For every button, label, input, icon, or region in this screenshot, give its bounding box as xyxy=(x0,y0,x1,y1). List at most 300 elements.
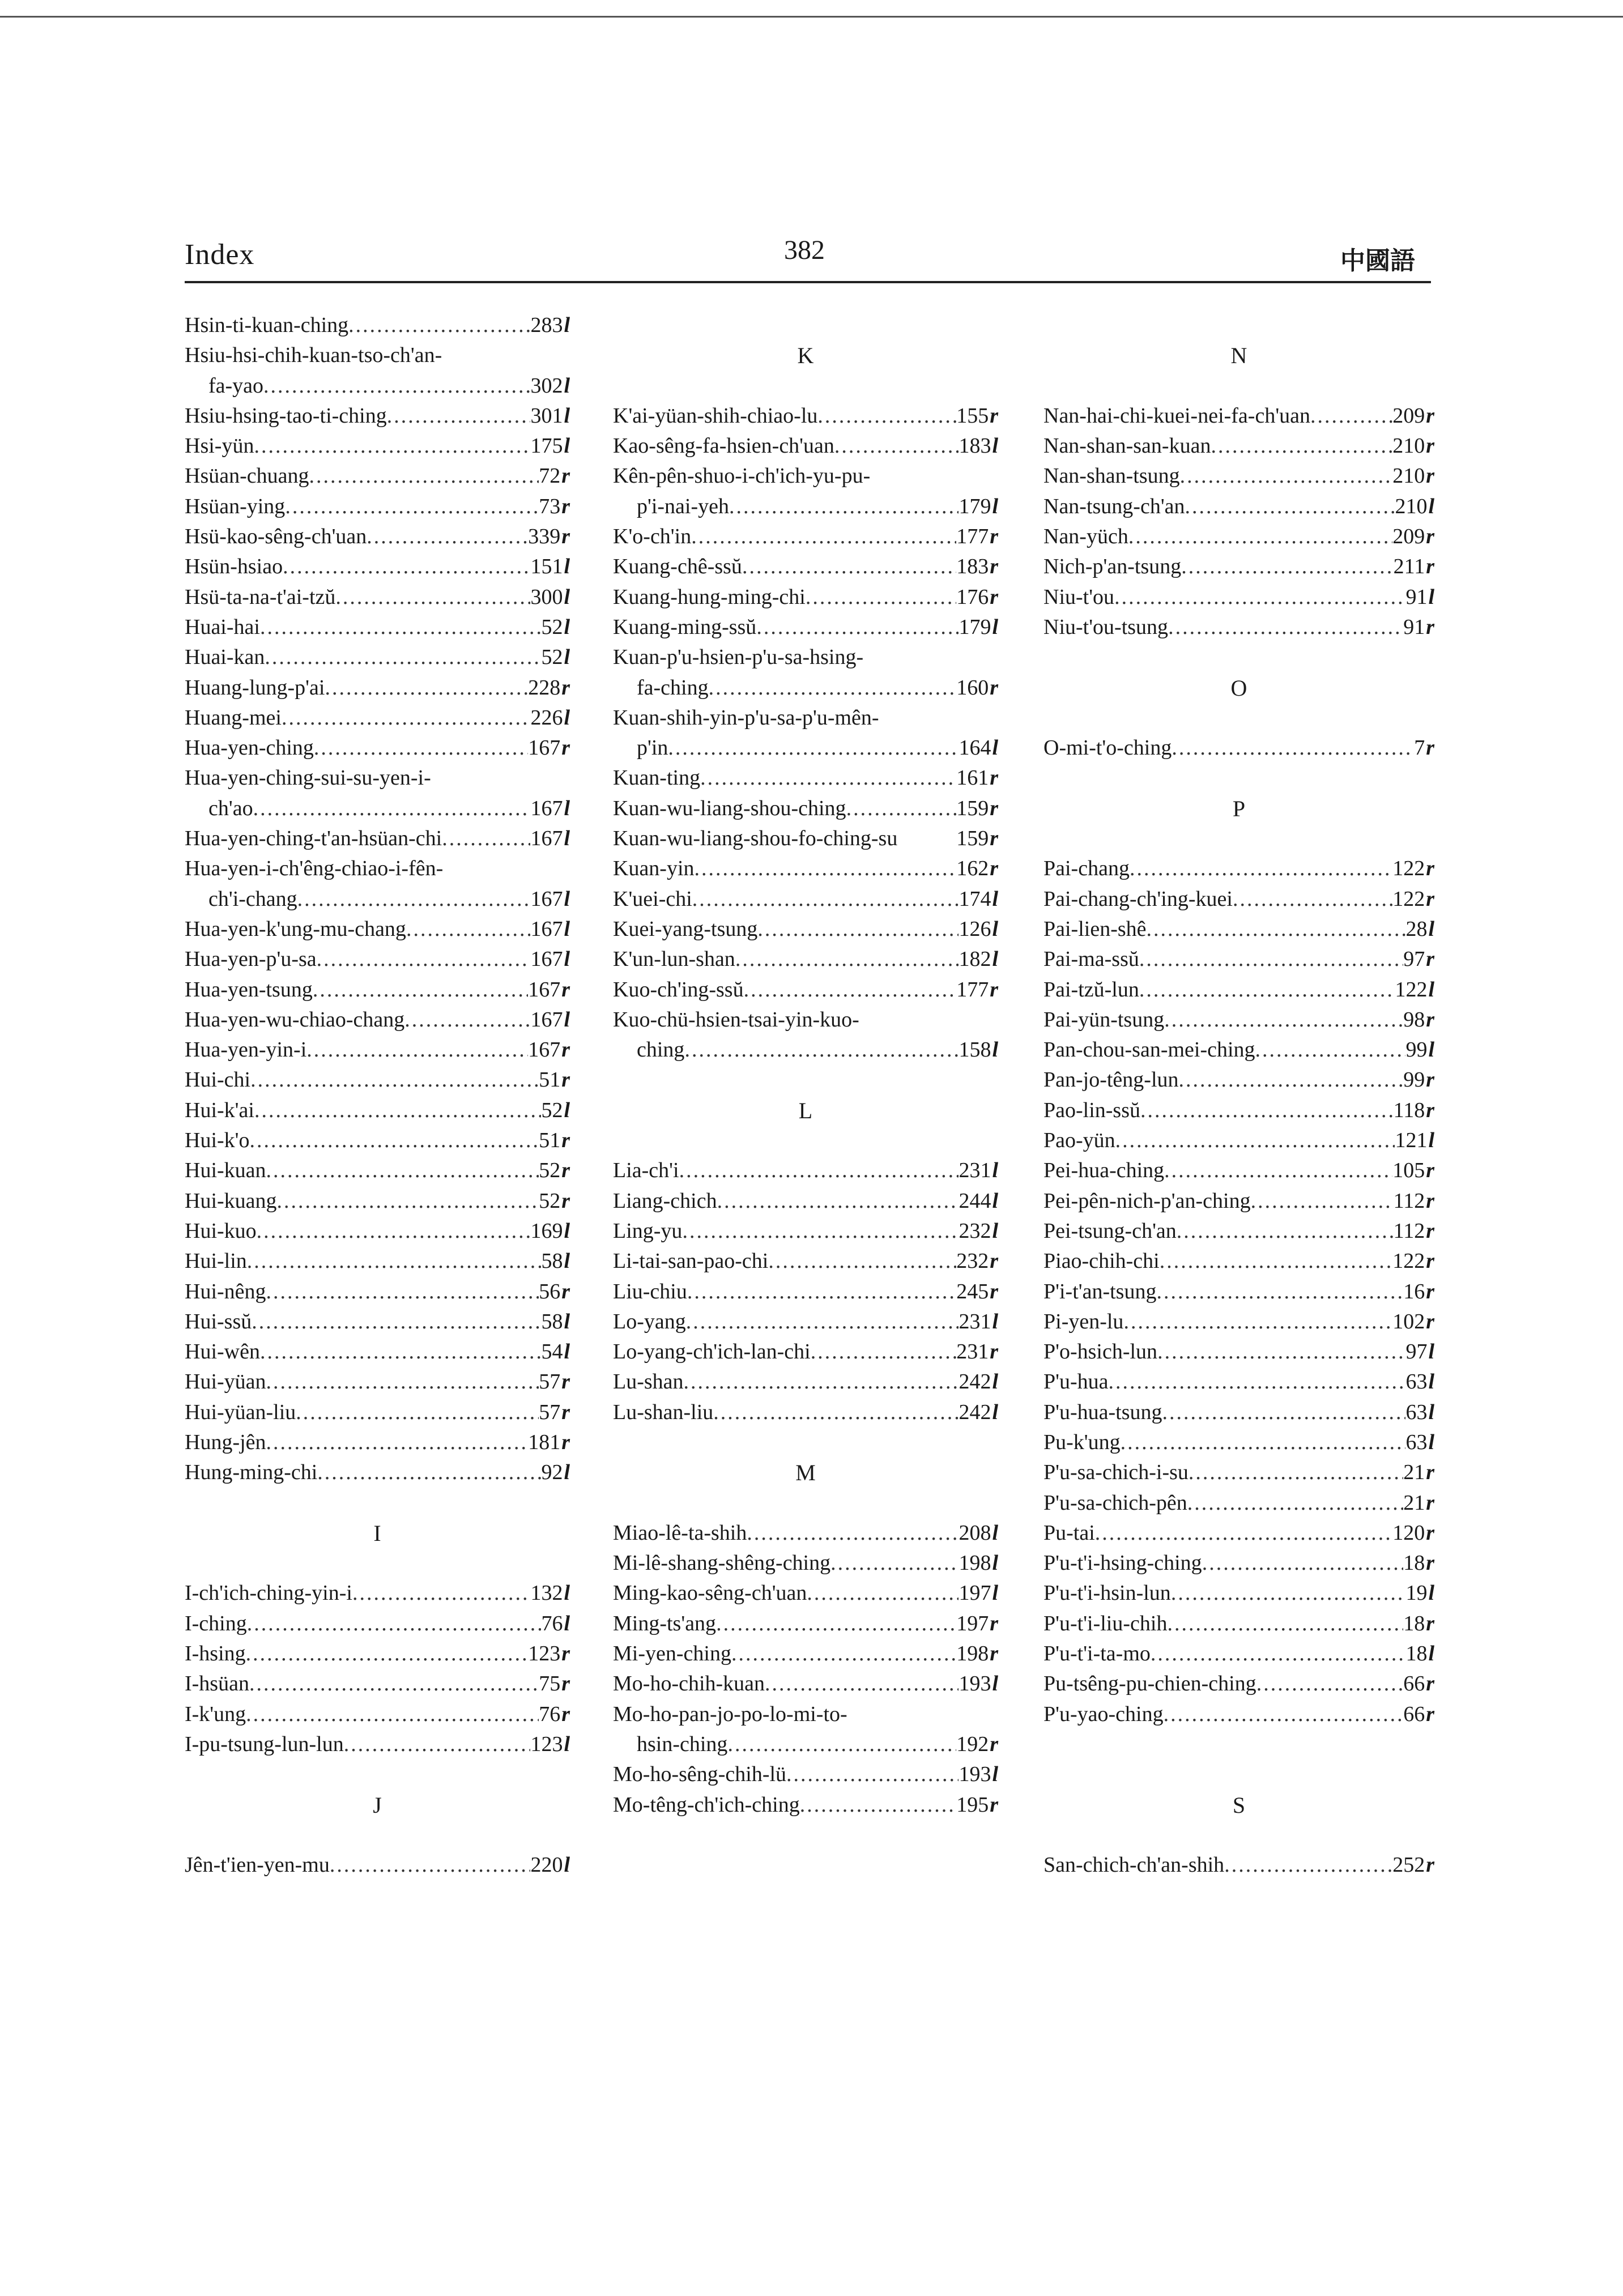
page-number-ref: 209 xyxy=(1392,403,1425,428)
recto-verso-mark: l xyxy=(564,403,570,428)
leader-dots xyxy=(1171,1578,1406,1608)
entry-page-ref xyxy=(539,1186,570,1216)
index-entry xyxy=(185,1186,570,1216)
letter-heading: M xyxy=(795,1460,816,1486)
entry-page-ref xyxy=(1403,1277,1434,1307)
index-entry xyxy=(1043,461,1434,491)
leader-dots xyxy=(306,1035,528,1065)
entry-page-ref xyxy=(1403,1065,1434,1095)
index-entry xyxy=(185,1458,570,1488)
entry-page-ref xyxy=(528,733,570,763)
leader-dots xyxy=(695,854,957,884)
leader-dots xyxy=(817,401,956,431)
page-number-ref: 57 xyxy=(539,1370,561,1394)
recto-verso-mark: l xyxy=(564,585,570,609)
index-entry xyxy=(613,854,998,884)
entry-term: Nich-p'an-tsung xyxy=(1043,555,1182,579)
recto-verso-mark: l xyxy=(1428,1400,1434,1424)
leader-dots xyxy=(1095,1518,1392,1548)
leader-dots xyxy=(249,1669,539,1699)
page-number-ref: 232 xyxy=(956,1249,989,1273)
index-column-3 xyxy=(1043,310,1434,1880)
page-number-ref: 159 xyxy=(956,796,989,820)
page-number-ref: 242 xyxy=(959,1370,991,1394)
page-number-ref: 193 xyxy=(959,1672,991,1696)
page-number-ref: 28 xyxy=(1405,917,1428,941)
leader-dots xyxy=(757,914,959,944)
leader-dots xyxy=(250,1126,539,1156)
entry-page-ref xyxy=(530,310,570,340)
entry-term: Ming-ts'ang xyxy=(613,1611,717,1635)
entry-page-ref xyxy=(959,1760,998,1790)
page-number-ref: 231 xyxy=(959,1309,991,1334)
index-entry xyxy=(1043,1518,1434,1548)
index-entry xyxy=(613,431,998,461)
index-entry xyxy=(1043,1639,1434,1669)
cjk-mark: 中國語 xyxy=(1340,246,1415,275)
page-number-ref: 91 xyxy=(1405,585,1428,609)
index-column-1 xyxy=(185,310,570,1880)
index-entry xyxy=(185,1126,570,1156)
recto-verso-mark: r xyxy=(990,857,998,881)
page-number-ref: 63 xyxy=(1405,1430,1428,1454)
recto-verso-mark: l xyxy=(992,615,998,639)
entry-term: Hui-kuan xyxy=(185,1158,266,1183)
entry-page-ref xyxy=(530,884,570,914)
page-number-ref: 226 xyxy=(530,705,563,730)
index-entry xyxy=(1043,1337,1434,1367)
page-number-ref: 18 xyxy=(1403,1611,1425,1635)
recto-verso-mark: r xyxy=(561,1642,570,1666)
index-entry xyxy=(613,1790,998,1820)
blank-line xyxy=(185,1488,570,1518)
entry-page-ref xyxy=(956,854,998,884)
leader-dots xyxy=(1256,1669,1404,1699)
recto-verso-mark: l xyxy=(564,1309,570,1334)
leader-dots xyxy=(352,1578,530,1608)
entry-term: P'u-t'i-hsin-lun xyxy=(1043,1581,1171,1605)
index-entry xyxy=(613,944,998,974)
index-entry xyxy=(185,975,570,1005)
entry-page-ref xyxy=(956,1337,998,1367)
page-number-ref: 210 xyxy=(1395,494,1428,518)
leader-dots xyxy=(266,1428,529,1458)
entry-term: Hui-chi xyxy=(185,1068,251,1092)
recto-verso-mark: l xyxy=(992,1309,998,1334)
entry-term: Hui-kuang xyxy=(185,1189,277,1213)
page-number-ref: 167 xyxy=(530,917,563,941)
recto-verso-mark: l xyxy=(564,1249,570,1273)
entry-term: Li-tai-san-pao-chi xyxy=(613,1249,769,1273)
page-number-ref: 228 xyxy=(528,675,561,700)
letter-heading: S xyxy=(1232,1792,1246,1818)
leader-dots xyxy=(786,1760,959,1790)
entry-term: Hsiu-hsing-tao-ti-ching xyxy=(185,403,387,428)
entry-page-ref xyxy=(530,1005,570,1035)
page-number-ref: 120 xyxy=(1392,1520,1425,1545)
entry-page-ref xyxy=(1403,1458,1434,1488)
blank-line xyxy=(185,1760,570,1790)
entry-term: Huai-kan xyxy=(185,645,265,670)
leader-dots xyxy=(1211,431,1392,461)
entry-page-ref xyxy=(539,492,570,522)
entry-term: Pu-tai xyxy=(1043,1520,1095,1545)
recto-verso-mark: l xyxy=(564,645,570,670)
entry-term: Hsü-kao-sêng-ch'uan xyxy=(185,525,367,549)
page-number-ref: 52 xyxy=(541,645,563,670)
index-entry xyxy=(613,794,998,824)
recto-verso-mark: l xyxy=(564,1611,570,1635)
entry-term: Hua-yen-i-ch'êng-chiao-i-fên- xyxy=(185,857,444,881)
letter-heading: L xyxy=(798,1097,813,1123)
page-number-ref: 161 xyxy=(956,766,989,790)
recto-verso-mark: l xyxy=(564,1853,570,1877)
index-entry xyxy=(1043,1005,1434,1035)
leader-dots xyxy=(250,1065,539,1095)
entry-page-ref xyxy=(956,1790,998,1820)
entry-term: P'u-yao-ching xyxy=(1043,1702,1164,1726)
page-number-ref: 51 xyxy=(539,1068,561,1092)
page-number-ref: 232 xyxy=(959,1219,991,1243)
leader-dots xyxy=(765,1669,959,1699)
entry-page-ref xyxy=(956,582,998,612)
index-entry-continued xyxy=(613,1699,998,1730)
leader-dots xyxy=(692,884,959,914)
index-entry xyxy=(613,582,998,612)
recto-verso-mark: l xyxy=(564,373,570,398)
leader-dots xyxy=(731,1639,956,1669)
leader-dots xyxy=(1128,522,1392,552)
entry-page-ref xyxy=(1403,1669,1434,1699)
index-entry xyxy=(613,673,998,703)
page-number-ref: 123 xyxy=(530,1732,563,1756)
entry-page-ref xyxy=(1403,1488,1434,1518)
entry-term: Hung-ming-chi xyxy=(185,1460,318,1485)
entry-term: Kao-sêng-fa-hsien-ch'uan xyxy=(613,434,834,458)
blank-line xyxy=(1043,310,1434,340)
entry-page-ref xyxy=(530,552,570,582)
index-entry xyxy=(613,1156,998,1186)
index-entry xyxy=(185,1096,570,1126)
leader-dots xyxy=(348,310,530,340)
index-entry xyxy=(1043,1850,1434,1880)
entry-page-ref xyxy=(541,1609,570,1639)
index-entry xyxy=(185,673,570,703)
entry-page-ref xyxy=(959,431,998,461)
entry-page-ref xyxy=(530,582,570,612)
index-entry xyxy=(185,794,570,824)
entry-page-ref xyxy=(530,794,570,824)
page-number-ref: 75 xyxy=(539,1672,561,1696)
entry-term: I-hsing xyxy=(185,1642,246,1666)
leader-dots xyxy=(744,975,957,1005)
entry-term: Hui-wên xyxy=(185,1340,260,1364)
entry-page-ref xyxy=(1395,492,1434,522)
index-entry xyxy=(1043,1246,1434,1276)
leader-dots xyxy=(1251,1186,1394,1216)
recto-verso-mark: l xyxy=(992,917,998,941)
leader-dots xyxy=(325,673,528,703)
page-number-ref: 97 xyxy=(1403,947,1425,972)
index-entry xyxy=(1043,975,1434,1005)
entry-page-ref xyxy=(959,884,998,914)
leader-dots xyxy=(686,1307,959,1337)
index-entry xyxy=(1043,1035,1434,1065)
entry-page-ref xyxy=(1394,1216,1434,1246)
index-entry xyxy=(1043,944,1434,974)
recto-verso-mark: r xyxy=(1426,1611,1434,1635)
blank-line xyxy=(1043,371,1434,401)
recto-verso-mark: l xyxy=(564,1340,570,1364)
index-entry xyxy=(185,1699,570,1730)
leader-dots xyxy=(1189,1458,1403,1488)
recto-verso-mark: r xyxy=(990,525,998,549)
entry-term: Kuo-chü-hsien-tsai-yin-kuo- xyxy=(613,1007,859,1032)
leader-dots xyxy=(265,642,541,672)
index-entry xyxy=(1043,914,1434,944)
entry-page-ref xyxy=(530,824,570,854)
recto-verso-mark: r xyxy=(1426,1309,1434,1334)
entry-term: Nan-yüch xyxy=(1043,525,1128,549)
page-number-ref: 210 xyxy=(1392,464,1425,488)
entry-page-ref xyxy=(956,673,998,703)
entry-term: K'o-ch'in xyxy=(613,525,692,549)
recto-verso-mark: r xyxy=(990,977,998,1002)
entry-page-ref xyxy=(1403,1699,1434,1730)
entry-term: Hua-yen-ching xyxy=(185,736,314,760)
leader-dots xyxy=(246,1699,539,1730)
index-entry xyxy=(1043,1277,1434,1307)
index-entry xyxy=(613,401,998,431)
entry-page-ref xyxy=(1403,1548,1434,1578)
recto-verso-mark: r xyxy=(561,736,570,760)
entry-page-ref xyxy=(1405,1337,1434,1367)
index-entry xyxy=(613,1216,998,1246)
entry-page-ref xyxy=(530,703,570,733)
entry-term: Kên-pên-shuo-i-ch'ich-yu-pu- xyxy=(613,464,871,488)
leader-dots xyxy=(1151,1639,1406,1669)
recto-verso-mark: r xyxy=(561,1158,570,1183)
leader-dots xyxy=(285,492,539,522)
leader-dots xyxy=(800,1790,956,1820)
page-number-ref: 176 xyxy=(956,585,989,609)
page-number-ref: 76 xyxy=(541,1611,563,1635)
entry-page-ref xyxy=(530,371,570,401)
index-entry xyxy=(613,1246,998,1276)
recto-verso-mark: r xyxy=(561,1672,570,1696)
leader-dots xyxy=(687,1277,956,1307)
entry-page-ref xyxy=(1405,582,1434,612)
recto-verso-mark: l xyxy=(564,796,570,820)
page-number-ref: 123 xyxy=(528,1642,561,1666)
entry-term: fa-yao xyxy=(208,373,264,398)
entry-term: Huai-hai xyxy=(185,615,260,639)
leader-dots xyxy=(846,794,957,824)
leader-dots xyxy=(1140,1096,1394,1126)
entry-term: Hsün-hsiao xyxy=(185,555,283,579)
page-number-ref: 198 xyxy=(956,1642,989,1666)
leader-dots xyxy=(1187,1488,1403,1518)
entry-term: Hua-yen-tsung xyxy=(185,977,313,1002)
leader-dots xyxy=(1164,1156,1392,1186)
index-entry xyxy=(185,431,570,461)
entry-page-ref xyxy=(956,552,998,582)
leader-dots xyxy=(406,914,531,944)
leader-dots xyxy=(257,1216,531,1246)
page-number-ref: 198 xyxy=(959,1551,991,1575)
leader-dots xyxy=(1255,1035,1406,1065)
recto-verso-mark: r xyxy=(561,1702,570,1726)
entry-term: P'u-sa-chich-pên xyxy=(1043,1490,1187,1515)
leader-dots xyxy=(260,1337,541,1367)
leader-dots xyxy=(254,431,530,461)
page-number-ref: 167 xyxy=(530,796,563,820)
entry-term: Mo-têng-ch'ich-ching xyxy=(613,1792,800,1817)
entry-term: Hui-nêng xyxy=(185,1279,266,1304)
leader-dots xyxy=(735,944,959,974)
leader-dots xyxy=(1233,884,1392,914)
recto-verso-mark: l xyxy=(992,947,998,972)
entry-page-ref xyxy=(541,1096,570,1126)
page-number-ref: 177 xyxy=(956,977,989,1002)
blank-line xyxy=(1043,1730,1434,1760)
leader-dots xyxy=(1121,1428,1406,1458)
entry-term: P'u-t'i-hsing-ching xyxy=(1043,1551,1202,1575)
leader-dots xyxy=(713,1398,959,1428)
entry-page-ref xyxy=(959,1548,998,1578)
page-number-ref: 66 xyxy=(1403,1672,1425,1696)
leader-dots xyxy=(1123,1307,1392,1337)
entry-term: I-hsüan xyxy=(185,1672,249,1696)
page-number-ref: 300 xyxy=(530,585,563,609)
entry-page-ref xyxy=(1392,884,1434,914)
entry-term: Kuan-yin xyxy=(613,857,695,881)
index-entry xyxy=(613,1578,998,1608)
recto-verso-mark: l xyxy=(1428,494,1434,518)
entry-page-ref xyxy=(530,431,570,461)
index-entry xyxy=(185,703,570,733)
entry-page-ref xyxy=(956,1609,998,1639)
recto-verso-mark: r xyxy=(1426,736,1434,760)
entry-page-ref xyxy=(959,1156,998,1186)
blank-line xyxy=(613,1065,998,1095)
index-entry xyxy=(1043,733,1434,763)
entry-page-ref xyxy=(1392,1850,1434,1880)
entry-term: P'u-sa-chich-i-su xyxy=(1043,1460,1189,1485)
leader-dots xyxy=(442,824,530,854)
entry-page-ref xyxy=(1392,1156,1434,1186)
entry-page-ref xyxy=(541,1307,570,1337)
entry-term: Pu-k'ung xyxy=(1043,1430,1121,1454)
leader-dots xyxy=(1160,1246,1392,1276)
leader-dots xyxy=(283,552,530,582)
index-entry xyxy=(185,944,570,974)
recto-verso-mark: l xyxy=(992,1219,998,1243)
recto-verso-mark: r xyxy=(1426,525,1434,549)
leader-dots xyxy=(700,763,956,793)
index-entry xyxy=(613,552,998,582)
entry-term: Pi-yen-lu xyxy=(1043,1309,1124,1334)
entry-term: Hui-yüan xyxy=(185,1370,266,1394)
leader-dots xyxy=(317,1458,541,1488)
index-entry xyxy=(613,914,998,944)
entry-term: Kuan-ting xyxy=(613,766,701,790)
entry-term: fa-ching xyxy=(637,675,709,700)
index-entry xyxy=(1043,1669,1434,1699)
entry-page-ref xyxy=(1403,1609,1434,1639)
entry-term: Nan-shan-san-kuan xyxy=(1043,434,1211,458)
recto-verso-mark: r xyxy=(561,525,570,549)
entry-term: Lo-yang-ch'ich-lan-chi xyxy=(613,1340,811,1364)
leader-dots xyxy=(1139,975,1395,1005)
page-number-ref: 209 xyxy=(1392,525,1425,549)
entry-term: Kuang-hung-ming-chi xyxy=(613,585,806,609)
recto-verso-mark: l xyxy=(564,917,570,941)
index-entry-continued xyxy=(185,763,570,793)
page-number-ref: 197 xyxy=(959,1581,991,1605)
recto-verso-mark: l xyxy=(564,947,570,972)
index-entry xyxy=(1043,1096,1434,1126)
page-number-ref: 167 xyxy=(530,827,563,851)
recto-verso-mark: r xyxy=(561,1128,570,1153)
recto-verso-mark: r xyxy=(1426,555,1434,579)
scan-top-border xyxy=(0,16,1623,18)
index-entry xyxy=(185,884,570,914)
blank-line xyxy=(613,1126,998,1156)
page-number-ref: 220 xyxy=(530,1853,563,1877)
entry-term: Hua-yen-yin-i xyxy=(185,1038,307,1062)
index-entry xyxy=(185,1639,570,1669)
page-number-ref: 132 xyxy=(530,1581,563,1605)
index-entry xyxy=(185,522,570,552)
page-number-ref: 72 xyxy=(539,464,561,488)
index-entry xyxy=(613,975,998,1005)
leader-dots xyxy=(684,1035,959,1065)
entry-term: Hsiu-hsi-chih-kuan-tso-ch'an- xyxy=(185,343,442,368)
entry-term: Pai-yün-tsung xyxy=(1043,1007,1165,1032)
recto-verso-mark: l xyxy=(992,736,998,760)
entry-term: Pao-yün xyxy=(1043,1128,1115,1153)
page-number-ref: 122 xyxy=(1392,1249,1425,1273)
entry-page-ref xyxy=(528,1639,570,1669)
page-number-ref: 195 xyxy=(956,1792,989,1817)
index-entry-continued xyxy=(613,642,998,672)
index-entry xyxy=(185,1307,570,1337)
leader-dots xyxy=(247,1246,542,1276)
page-number-ref: 21 xyxy=(1403,1460,1425,1485)
page-number-ref: 339 xyxy=(528,525,561,549)
entry-page-ref xyxy=(530,914,570,944)
leader-dots xyxy=(1180,461,1393,491)
entry-term: San-chich-ch'an-shih xyxy=(1043,1853,1225,1877)
index-entry xyxy=(185,642,570,672)
recto-verso-mark: l xyxy=(1428,977,1434,1002)
entry-page-ref xyxy=(959,1578,998,1608)
entry-term: Hui-kuo xyxy=(185,1219,257,1243)
entry-term: Hua-yen-p'u-sa xyxy=(185,947,317,972)
page-number-ref: 183 xyxy=(956,555,989,579)
entry-term: Lia-ch'i xyxy=(613,1158,679,1183)
entry-page-ref xyxy=(1392,522,1434,552)
recto-verso-mark: l xyxy=(992,1551,998,1575)
leader-dots xyxy=(1177,1216,1394,1246)
index-entry xyxy=(1043,1216,1434,1246)
page-number-ref: 211 xyxy=(1393,555,1425,579)
recto-verso-mark: r xyxy=(1426,403,1434,428)
leader-dots xyxy=(834,431,959,461)
index-entry xyxy=(1043,1548,1434,1578)
leader-dots xyxy=(716,1609,956,1639)
